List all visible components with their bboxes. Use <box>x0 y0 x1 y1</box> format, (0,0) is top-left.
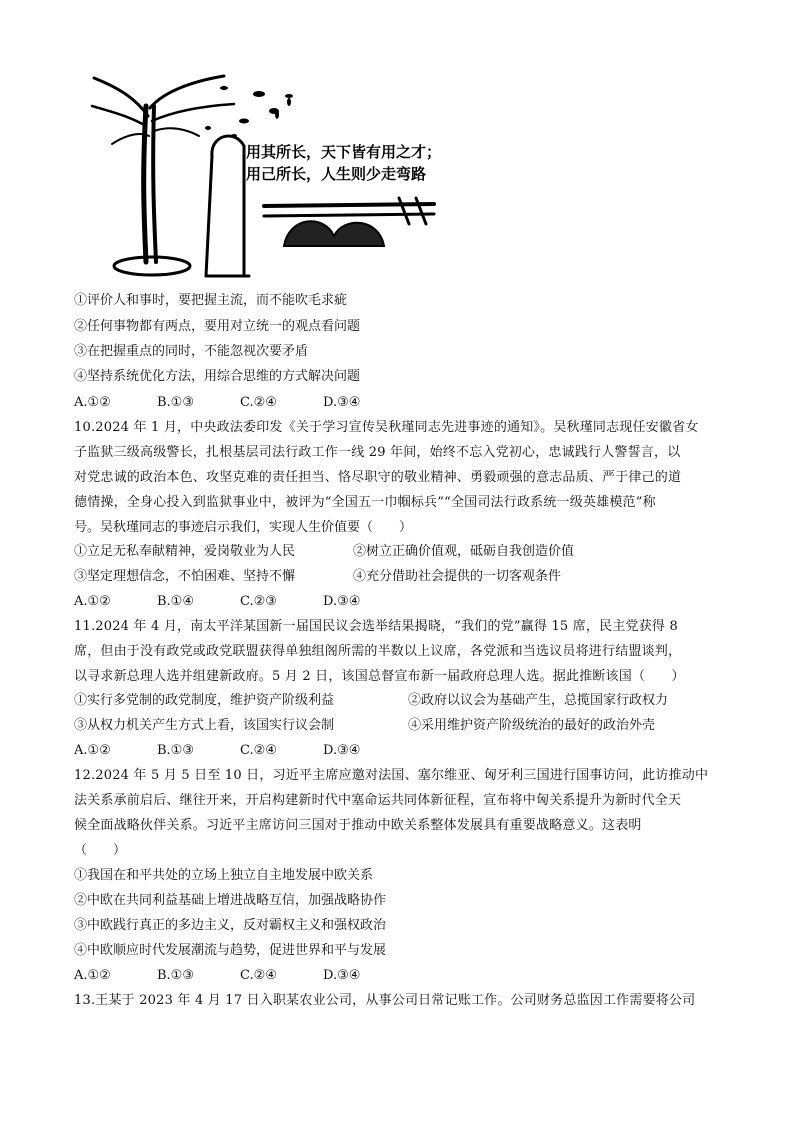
q10-stem-line-3: 对党忠诚的政治本色、攻坚克难的责任担当、恪尽职守的敬业精神、勇毅顽强的意志品质、严于律己的道 <box>74 470 682 485</box>
q12-stem-line-1: 12.2024 年 5 月 5 日至 10 日，习近平主席应邀对法国、塞尔维亚、匈牙利三国进行国事访问，此访推动中 <box>74 768 709 783</box>
q11-option-c[interactable]: C.②④ <box>240 743 277 758</box>
q12-statement-3: ③中欧践行真正的多边主义，反对霸权主义和强权政治 <box>74 918 387 933</box>
caption-line-1: 用其所长，天下皆有用之才； <box>246 143 442 161</box>
q9-statement-4: ④坚持系统优化方法，用综合思维的方式解决问题 <box>74 369 361 384</box>
q9-option-c[interactable]: C.②④ <box>240 395 277 410</box>
q12-stem-line-3: 候全面战略伙伴关系。习近平主席访问三国对于推动中欧关系整体发展具有重要战略意义。这表明 <box>74 818 642 833</box>
q9-option-d[interactable]: D.③④ <box>323 395 361 410</box>
q12-statement-4: ④中欧顺应时代发展潮流与趋势，促进世界和平与发展 <box>74 943 387 958</box>
q9-statement-1: ①评价人和事时，要把握主流，而不能吹毛求疵 <box>74 293 348 308</box>
q10-statement-4: ④充分借助社会提供的一切客观条件 <box>353 569 562 584</box>
q12-statement-1: ①我国在和平共处的立场上独立自主地发展中欧关系 <box>74 868 374 883</box>
q10-stem-line-4: 德情操，全身心投入到监狱事业中，被评为“全国五一巾帼标兵”“全国司法行政系统一级英雄模范”称 <box>74 495 656 510</box>
q11-statement-4: ④采用维护资产阶级统治的最好的政治外壳 <box>408 718 656 733</box>
q11-statement-2: ②政府以议会为基础产生，总揽国家行政权力 <box>408 693 669 708</box>
q12-option-d[interactable]: D.③④ <box>323 968 361 983</box>
q10-option-a[interactable]: A.①② <box>74 594 111 609</box>
q10-stem-line-1: 10.2024 年 1 月，中央政法委印发《关于学习宣传吴秋瑾同志先进事迹的通知》。吴秋瑾同志现任安徽省女 <box>74 420 699 435</box>
cartoon-caption <box>246 141 441 185</box>
q10-stem-line-2: 子监狱三级高级警长，扎根基层司法行政工作一线 29 年间，始终不忘入党初心，忠诚践行人警誓言，以 <box>74 445 681 460</box>
q11-statement-1: ①实行多党制的政党制度，维护资产阶级利益 <box>74 693 335 708</box>
q10-stem-line-5: 号。吴秋瑾同志的事迹启示我们，实现人生价值要（ ） <box>74 520 413 535</box>
q11-option-d[interactable]: D.③④ <box>323 743 361 758</box>
q10-option-c[interactable]: C.②③ <box>240 594 277 609</box>
caption-line-2: 用己所长，人生则少走弯路 <box>246 165 427 183</box>
q13-stem-line-1: 13.王某于 2023 年 4 月 17 日入职某农业公司，从事公司日常记账工作。公司财务总监因工作需要将公司 <box>74 993 696 1008</box>
q11-stem-line-1: 11.2024 年 4 月，南太平洋某国新一届国民议会选举结果揭晓，“我们的党”赢得 15 席，民主党获得 8 <box>74 619 678 634</box>
q11-option-b[interactable]: B.①③ <box>157 743 194 758</box>
q10-statement-2: ②树立正确价值观，砥砺自我创造价值 <box>353 544 575 559</box>
q10-statement-3: ③坚定理想信念，不怕困难、坚持不懈 <box>74 569 296 584</box>
q10-option-b[interactable]: B.①④ <box>157 594 194 609</box>
q9-option-a[interactable]: A.①② <box>74 395 111 410</box>
q9-option-b[interactable]: B.①③ <box>157 395 194 410</box>
q12-stem-line-2: 法关系承前启后、继往开来，开启构建新时代中塞命运共同体新征程，宣布将中匈关系提升为新时代全天 <box>74 793 682 808</box>
q11-option-a[interactable]: A.①② <box>74 743 111 758</box>
q10-statement-1: ①立足无私奉献精神，爱岗敬业为人民 <box>74 544 296 559</box>
q12-option-b[interactable]: B.①③ <box>157 968 194 983</box>
q12-option-c[interactable]: C.②④ <box>240 968 277 983</box>
q11-statement-3: ③从权力机关产生方式上看，该国实行议会制 <box>74 718 335 733</box>
q11-stem-line-2: 席，但由于没有政党或政党联盟获得单独组阁所需的半数以上议席，各党派和当选议员将进行结盟谈判， <box>74 644 682 659</box>
q9-statement-3: ③在把握重点的同时，不能忽视次要矛盾 <box>74 344 309 359</box>
q10-option-d[interactable]: D.③④ <box>323 594 361 609</box>
q12-option-a[interactable]: A.①② <box>74 968 111 983</box>
q9-statement-2: ②任何事物都有两点，要用对立统一的观点看问题 <box>74 319 361 334</box>
q12-statement-2: ②中欧在共同利益基础上增进战略互信，加强战略协作 <box>74 893 387 908</box>
q12-stem-line-4: （ ） <box>74 843 127 858</box>
q11-stem-line-3: 以寻求新总理人选并组建新政府。5 月 2 日，该国总督宣布新一届政府总理人选。据此推断该国（ ） <box>74 669 685 684</box>
